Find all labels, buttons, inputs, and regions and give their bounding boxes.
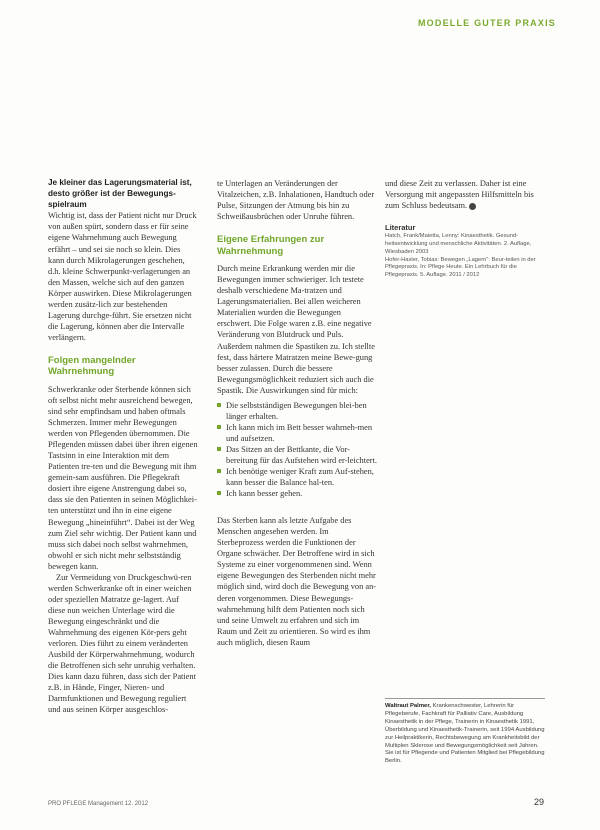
lead-heading: Je kleiner das Lagerungsmaterial ist, desto größer ist der Bewegungs-spielraum	[48, 178, 192, 209]
column-1	[48, 178, 198, 715]
literature-item: Hofer-Hasler, Tobias: Bewegen „Lagern“: Beur-teilen in der Pflegepraxis. In: Pflege Heute. Ein Lehrbuch für die Pflegepraxis. 5. Auflage. 2011 / 2012	[385, 256, 536, 279]
end-of-article-icon	[469, 203, 476, 210]
paragraph: te Unterlagen an Veränderungen der Vitalzeichen, z.B. Inhalationen, Handtuch oder Pulse, Sitzungen der Atmung bis hin zu Schweißausbrüchen oder Unruhe führen.	[217, 179, 375, 222]
literature-heading: Literatur	[385, 223, 416, 233]
paragraph: Wichtig ist, dass der Patient nicht nur Druck von außen spürt, sondern dass er für seine eigene Wahrnehmung auch Bewegung erfährt – und sei sie noch so klein. Dies kann durch Mikrolagerungen geschehen, d.h. kleine Schwerpunkt-verlagerungen an den Massen, welche sich auf den ganzen Körper auswirken. Diese Mikrolagerungen werden zusätz-lich zur bestehenden Lagerung durchge-führt. Sie ersetzen nicht die Lagerung, können aber die Intervalle verlängern.	[48, 211, 197, 342]
section-label: MODELLE GUTER PRAXIS	[417, 18, 556, 28]
page-number: 29	[533, 797, 544, 807]
paragraph: Das Sterben kann als letzte Aufgabe des Menschen angesehen werden. Im Sterbeprozess werden die Funktionen der Organe schwächer. Der Betroffene wird in sich Systeme zu einer vorgenommenen sind. Wenn eigene Bewegungen des Sterbenden nicht mehr möglich sind, wird doch die Bewegung von an-deren vorgenommen. Diese Bewegungs-wahrnehmung hilft dem Patienten noch sich und seine Umwelt zu erfahren und sich im Raum und Zeit zu orientieren. So wird es ihm auch möglich, diesen Raum	[217, 516, 377, 647]
footer-publication: PRO PFLEGE Management 12. 2012	[48, 801, 149, 807]
section-heading: Eigene Erfahrungen zur Wahrnehmung	[217, 234, 325, 257]
list-item: Ich benötige weniger Kraft zum Auf-stehen, kann besser die Balance hal-ten.	[217, 466, 377, 488]
list-item: Ich kann besser gehen.	[217, 488, 377, 499]
column-2	[217, 178, 377, 648]
section-heading: Folgen mangelnder Wahrnehmung	[48, 354, 136, 378]
column-3	[385, 178, 545, 280]
list-item: Das Sitzen an der Bettkante, die Vor-bereitung für das Aufstehen wird er-leichtert.	[217, 444, 377, 466]
list-item: Ich kann mich im Bett besser wahrneh-men und aufsetzen.	[217, 422, 377, 444]
literature-list	[385, 233, 545, 280]
author-bio	[385, 698, 545, 766]
bullet-list	[217, 400, 377, 499]
paragraph	[385, 178, 545, 211]
paragraph: Zur Vermeidung von Druckgeschwü-ren werden Schwerkranke oft in einer weichen oder speziellen Matratze ge-lagert. Auf diese nun weichen Unterlage wird die Bewegung eingeschränkt und die Wahrnehmung des eigenen Kör-pers geht verloren. Dies führt zu einem veränderten Ausbild der Körperwahrnehmung, wodurch die Betroffenen sich sehr unruhig verhalten. Dies kann dazu führen, dass sich der Patient z.B. in Hände, Finger, Nieren- und Darmfunktionen und Bewegung reguliert und aus seinen Körper ausgeschlos-	[48, 572, 196, 715]
literature-item: Hatch, Frank/Maietta, Lenny: Kinaesthetik. Gesund-heitsentwicklung und menschliche Aktivitäten. 2. Auflage, Wiesbaden 2003	[385, 233, 532, 255]
paragraph: Durch meine Erkrankung werden mir die Bewegungen immer schwieriger. Ich testete deshalb verschiedene Ma-tratzen und Lagerungsmaterialien. Bei allen weicheren Materialien wurden die Bewegungen erschwert. Die Folge waren z.B. eine negative Veränderung von Blutdruck und Puls. Außerdem nahmen die Spastiken zu. Ich stellte fest, dass härtere Matratzen meine Bewe-gung besser zulassen. Durch die bessere Bewegungsmöglichkeit reduziert sich auch die Spastik. Die Auswirkungen sind für mich:	[217, 264, 375, 395]
author-name: Waltraut Palmer,	[385, 703, 431, 709]
paragraph: Schwerkranke oder Sterbende können sich oft selbst nicht mehr ausreichend bewegen, sind sehr empfindsam und haben oftmals Schmerzen. Immer mehr Bewegungen werden von Pflegenden übernommen. Die Pflegenden müssen dabei über ihren eigenen Tastsinn in eine Interaktion mit dem Patienten tre-ten und die Bewegung mit ihm gemein-sam ausführen. Die Pflegekraft dosiert ihre eigene Anstrengung dabei so, dass sie den Patienten in seinen Möglichkei-ten unterstützt und ihn in eine eigene Bewegung „hineinführt“. Dabei ist der Weg zum Ziel sehr wichtig. Der Patient kann und muss sich dabei noch selbst wahrnehmen, obwohl er sich nicht mehr selbstständig bewegen kann.	[48, 384, 198, 571]
author-description: Krankenschwester, Lehrerin für Pflegeberufe, Fachkraft für Palliativ Care, Ausbildung Kinaesthetik in der Pflege, Trainerin in Kinaesthetik 1991, Überbildung und Kinaesthetik-Trainerin, seit 1994 Ausbildung zur Heilpraktikerin, Rechtsbewegung am Krankheitsbild der Multiplen Sklerose und Bewegungsmöglichkeit seit Jahren. Sie ist für Pflegende und Patienten Mitglied bei Pflegebildung Berlin.	[385, 703, 545, 765]
list-item: Die selbstständigen Bewegungen blei-ben länger erhalten.	[217, 400, 377, 422]
paragraph-text: und diese Zeit zu verlassen. Daher ist eine Versorgung mit angepassten Hilfsmitteln bis zum Schluss bedeutsam.	[385, 179, 534, 211]
